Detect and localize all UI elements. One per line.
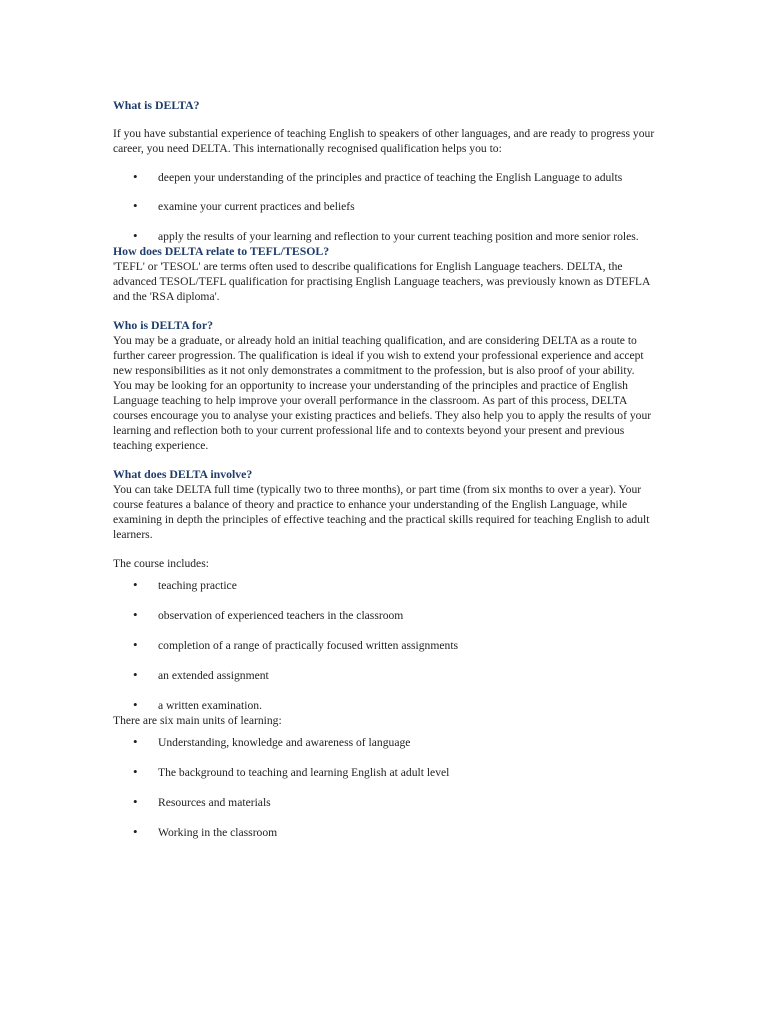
document-body [113, 98, 658, 840]
intro-paragraph: If you have substantial experience of teaching English to speakers of other languages, and are ready to progress your career, you need DELTA. This internationally recognised qualification helps you to: [113, 127, 655, 155]
heading-what-does-delta-involve: What does DELTA involve? [113, 467, 253, 481]
list-item: • teaching practice [113, 578, 658, 593]
units-list [113, 735, 658, 840]
heading-relate-tefl-tesol: How does DELTA relate to TEFL/TESOL? [113, 244, 330, 258]
list-item: • Understanding, knowledge and awareness of language [113, 735, 658, 750]
list-item: • deepen your understanding of the principles and practice of teaching the English Language to adults [113, 170, 658, 185]
course-includes-label: The course includes: [113, 557, 209, 570]
involve-paragraph: You can take DELTA full time (typically two to three months), or part time (from six months to over a year). Your course features a balance of theory and practice to enhance your understanding of the English Language, while examining in depth the principles of effective teaching and the practical skills required for teaching English to adult learners. [113, 483, 650, 541]
heading-what-is-delta: What is DELTA? [113, 98, 200, 112]
list-item: • a written examination. [113, 698, 658, 713]
list-item: • Resources and materials [113, 795, 658, 810]
list-item: • The background to teaching and learning English at adult level [113, 765, 658, 780]
heading-who-is-delta-for: Who is DELTA for? [113, 318, 213, 332]
list-item: • observation of experienced teachers in the classroom [113, 608, 658, 623]
units-label: There are six main units of learning: [113, 714, 282, 727]
who-paragraph-1: You may be a graduate, or already hold an initial teaching qualification, and are considering DELTA as a route to further career progression. The qualification is ideal if you wish to extend your professional experience and accept new responsibilities as it not only demonstrates a commitment to the profession, but is also proof of your ability. [113, 334, 644, 377]
list-item: • examine your current practices and beliefs [113, 199, 658, 214]
list-item: • an extended assignment [113, 668, 658, 683]
intro-bullet-list [113, 170, 658, 244]
relate-paragraph: 'TEFL' or 'TESOL' are terms often used to describe qualifications for English Language teachers. DELTA, the advanced TESOL/TEFL qualification for practising English Language teachers, was previously known as DTEFLA and the 'RSA diploma'. [113, 260, 650, 303]
list-item: • completion of a range of practically focused written assignments [113, 638, 658, 653]
course-includes-list [113, 578, 658, 713]
who-paragraph-2: You may be looking for an opportunity to increase your understanding of the principles and practice of English Language teaching to help improve your overall performance in the classroom. As part of this process, DELTA courses encourage you to analyse your existing practices and beliefs. They also help you to apply the results of your learning and reflection both to your current professional life and to contexts beyond your present and previous teaching experience. [113, 379, 652, 452]
list-item: • apply the results of your learning and reflection to your current teaching position and more senior roles. [113, 229, 658, 244]
list-item: • Working in the classroom [113, 825, 658, 840]
